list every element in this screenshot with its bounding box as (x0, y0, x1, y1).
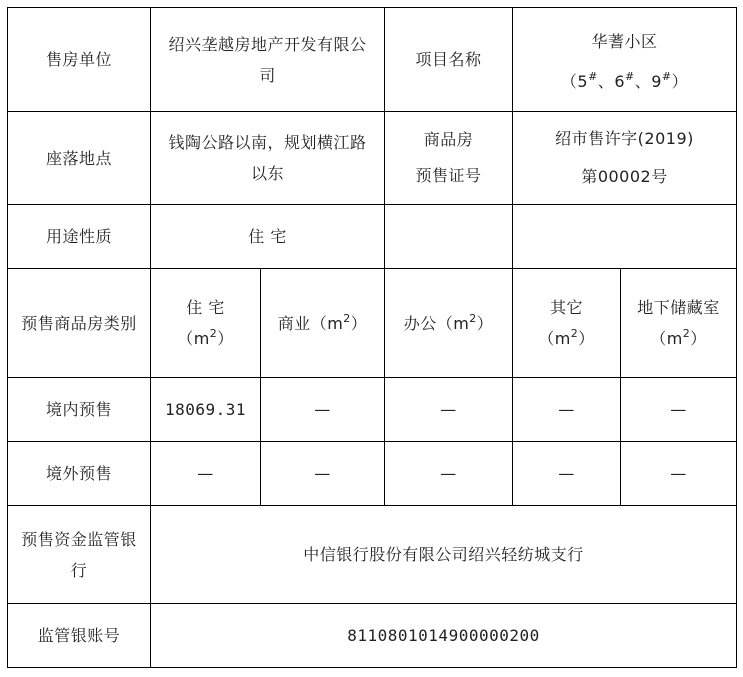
row-bank (8, 506, 737, 604)
usage-label: 用途性质 (8, 205, 151, 269)
account-value: 8110801014900000200 (151, 604, 737, 668)
domestic-label: 境内预售 (8, 378, 151, 442)
domestic-residential: 18069.31 (151, 378, 261, 442)
category-other: 其它$(m^2)$ (513, 269, 621, 378)
row-domestic (8, 378, 737, 442)
account-label: 监管银账号 (8, 604, 151, 668)
presale-info-table (7, 7, 737, 668)
project-name: 华蓍小区 (591, 31, 658, 51)
location-value: 钱陶公路以南，规划横江路以东 (151, 112, 385, 205)
bank-value: 中信银行股份有限公司绍兴轻纺城支行 (151, 506, 737, 604)
category-label: 预售商品房类别 (8, 269, 151, 378)
row-location (8, 112, 737, 205)
overseas-storage: — (621, 442, 737, 506)
category-office: 办公$(m^2)$ (385, 269, 513, 378)
usage-value: 住 宅 (151, 205, 385, 269)
overseas-office: — (385, 442, 513, 506)
row-usage (8, 205, 737, 269)
category-commercial: 商业$(m^2)$ (261, 269, 385, 378)
domestic-storage: — (621, 378, 737, 442)
category-storage: 地下储藏室$(m^2)$ (621, 269, 737, 378)
row-overseas (8, 442, 737, 506)
overseas-residential: — (151, 442, 261, 506)
overseas-other: — (513, 442, 621, 506)
domestic-other: — (513, 378, 621, 442)
overseas-label: 境外预售 (8, 442, 151, 506)
project-buildings: （5#、6#、9#） (560, 69, 689, 91)
empty-cell (385, 205, 513, 269)
location-label: 座落地点 (8, 112, 151, 205)
row-account (8, 604, 737, 668)
category-residential: 住 宅$(m^2)$ (151, 269, 261, 378)
project-name-label: 项目名称 (385, 8, 513, 112)
seller-value: 绍兴垄越房地产开发有限公司 (151, 8, 385, 112)
permit-value: 绍市售许字(2019) 第00002号 (513, 112, 737, 205)
project-name-cell (513, 8, 737, 112)
seller-label: 售房单位 (8, 8, 151, 112)
bank-label: 预售资金监管银行 (8, 506, 151, 604)
domestic-office: — (385, 378, 513, 442)
row-seller (8, 8, 737, 112)
domestic-commercial: — (261, 378, 385, 442)
empty-cell (513, 205, 737, 269)
overseas-commercial: — (261, 442, 385, 506)
row-category (8, 269, 737, 378)
permit-label: 商品房 预售证号 (385, 112, 513, 205)
